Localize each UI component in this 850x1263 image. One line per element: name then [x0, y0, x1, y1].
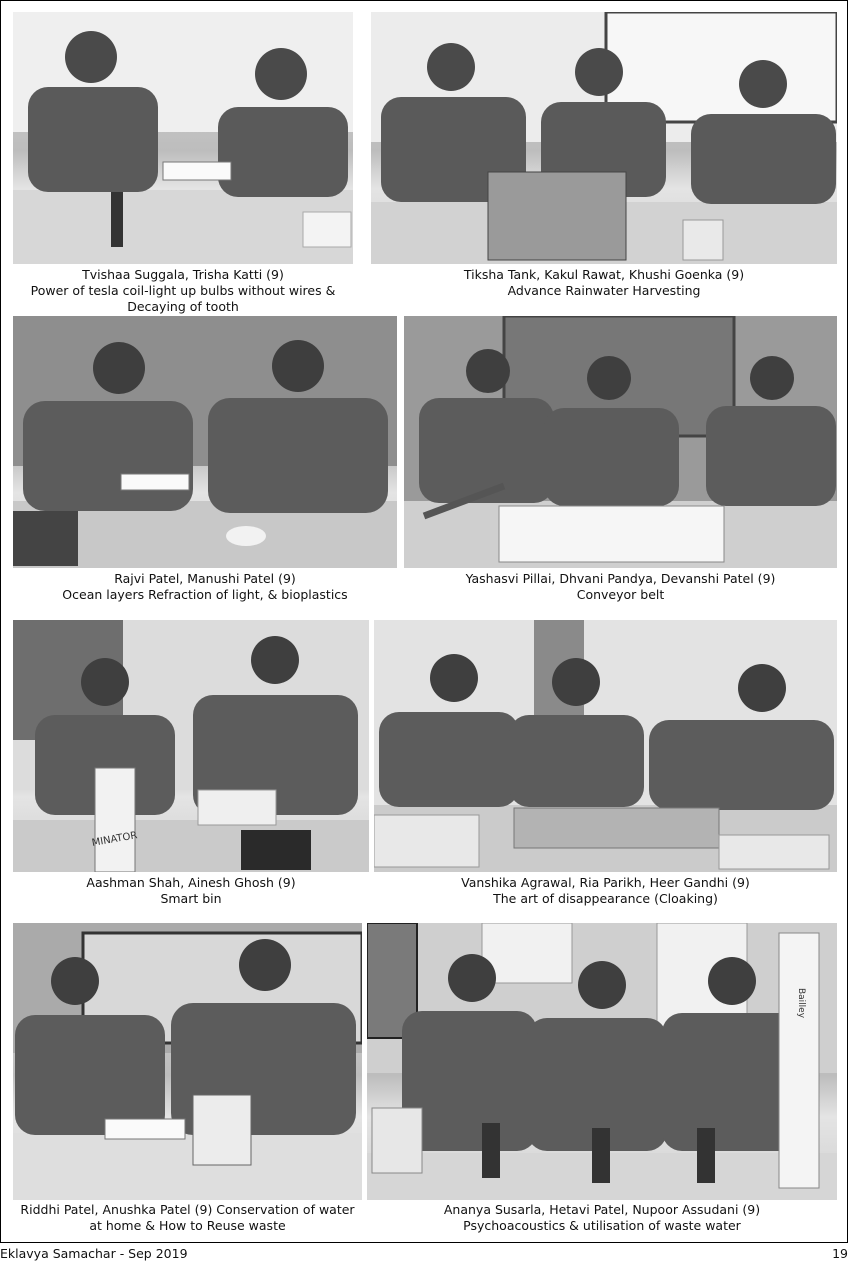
group-photo-3 [13, 316, 397, 568]
student-names: Tiksha Tank, Kakul Rawat, Khushi Goenka (9) [463, 267, 745, 282]
group-photo-8 [367, 923, 837, 1200]
student-names: Yashasvi Pillai, Dhvani Pandya, Devanshi Patel (9) [465, 571, 776, 586]
project-title: Power of tesla coil-light up bulbs without wires & [30, 283, 336, 298]
group-photo-1 [13, 12, 353, 264]
caption-2 [371, 267, 837, 299]
project-title-line2: Decaying of tooth [127, 299, 239, 314]
photo-icon [367, 923, 837, 1200]
photo-icon [404, 316, 837, 568]
project-title: Ocean layers Refraction of light, & bioplastics [62, 587, 348, 602]
photo-icon [13, 923, 362, 1200]
project-title: The art of disappearance (Cloaking) [493, 891, 718, 906]
photo-icon [13, 620, 369, 872]
student-names: Ananya Susarla, Hetavi Patel, Nupoor Assudani (9) [443, 1202, 761, 1217]
caption-6 [374, 875, 837, 907]
photo-icon [13, 12, 353, 264]
group-photo-7 [13, 923, 362, 1200]
group-photo-4 [404, 316, 837, 568]
caption-3 [13, 571, 397, 603]
student-names: Vanshika Agrawal, Ria Parikh, Heer Gandhi (9) [461, 875, 750, 890]
student-names: Tvishaa Suggala, Trisha Katti (9) [82, 267, 284, 282]
caption-8 [367, 1202, 837, 1234]
student-names: Aashman Shah, Ainesh Ghosh (9) [86, 875, 296, 890]
caption-4 [404, 571, 837, 603]
project-title: Conveyor belt [576, 587, 665, 602]
project-title: Smart bin [160, 891, 222, 906]
prop-label: Bailley [796, 987, 806, 1019]
student-names: Rajvi Patel, Manushi Patel (9) [114, 571, 296, 586]
group-photo-2 [371, 12, 837, 264]
photo-icon [374, 620, 837, 872]
page-number: 19 [832, 1246, 848, 1261]
prop-label: MINATOR [90, 830, 139, 849]
project-title: Advance Rainwater Harvesting [507, 283, 701, 298]
publication-name: Eklavya Samachar - Sep 2019 [0, 1246, 188, 1261]
photo-icon [13, 316, 397, 568]
project-title: at home & How to Reuse waste [89, 1218, 286, 1233]
group-photo-6 [374, 620, 837, 872]
photo-icon [371, 12, 837, 264]
caption-5 [13, 875, 369, 907]
caption-7 [13, 1202, 362, 1234]
caption-1 [13, 267, 353, 315]
group-photo-5 [13, 620, 369, 872]
student-names: Riddhi Patel, Anushka Patel (9) Conservation of water [20, 1202, 355, 1217]
project-title: Psychoacoustics & utilisation of waste water [463, 1218, 741, 1233]
